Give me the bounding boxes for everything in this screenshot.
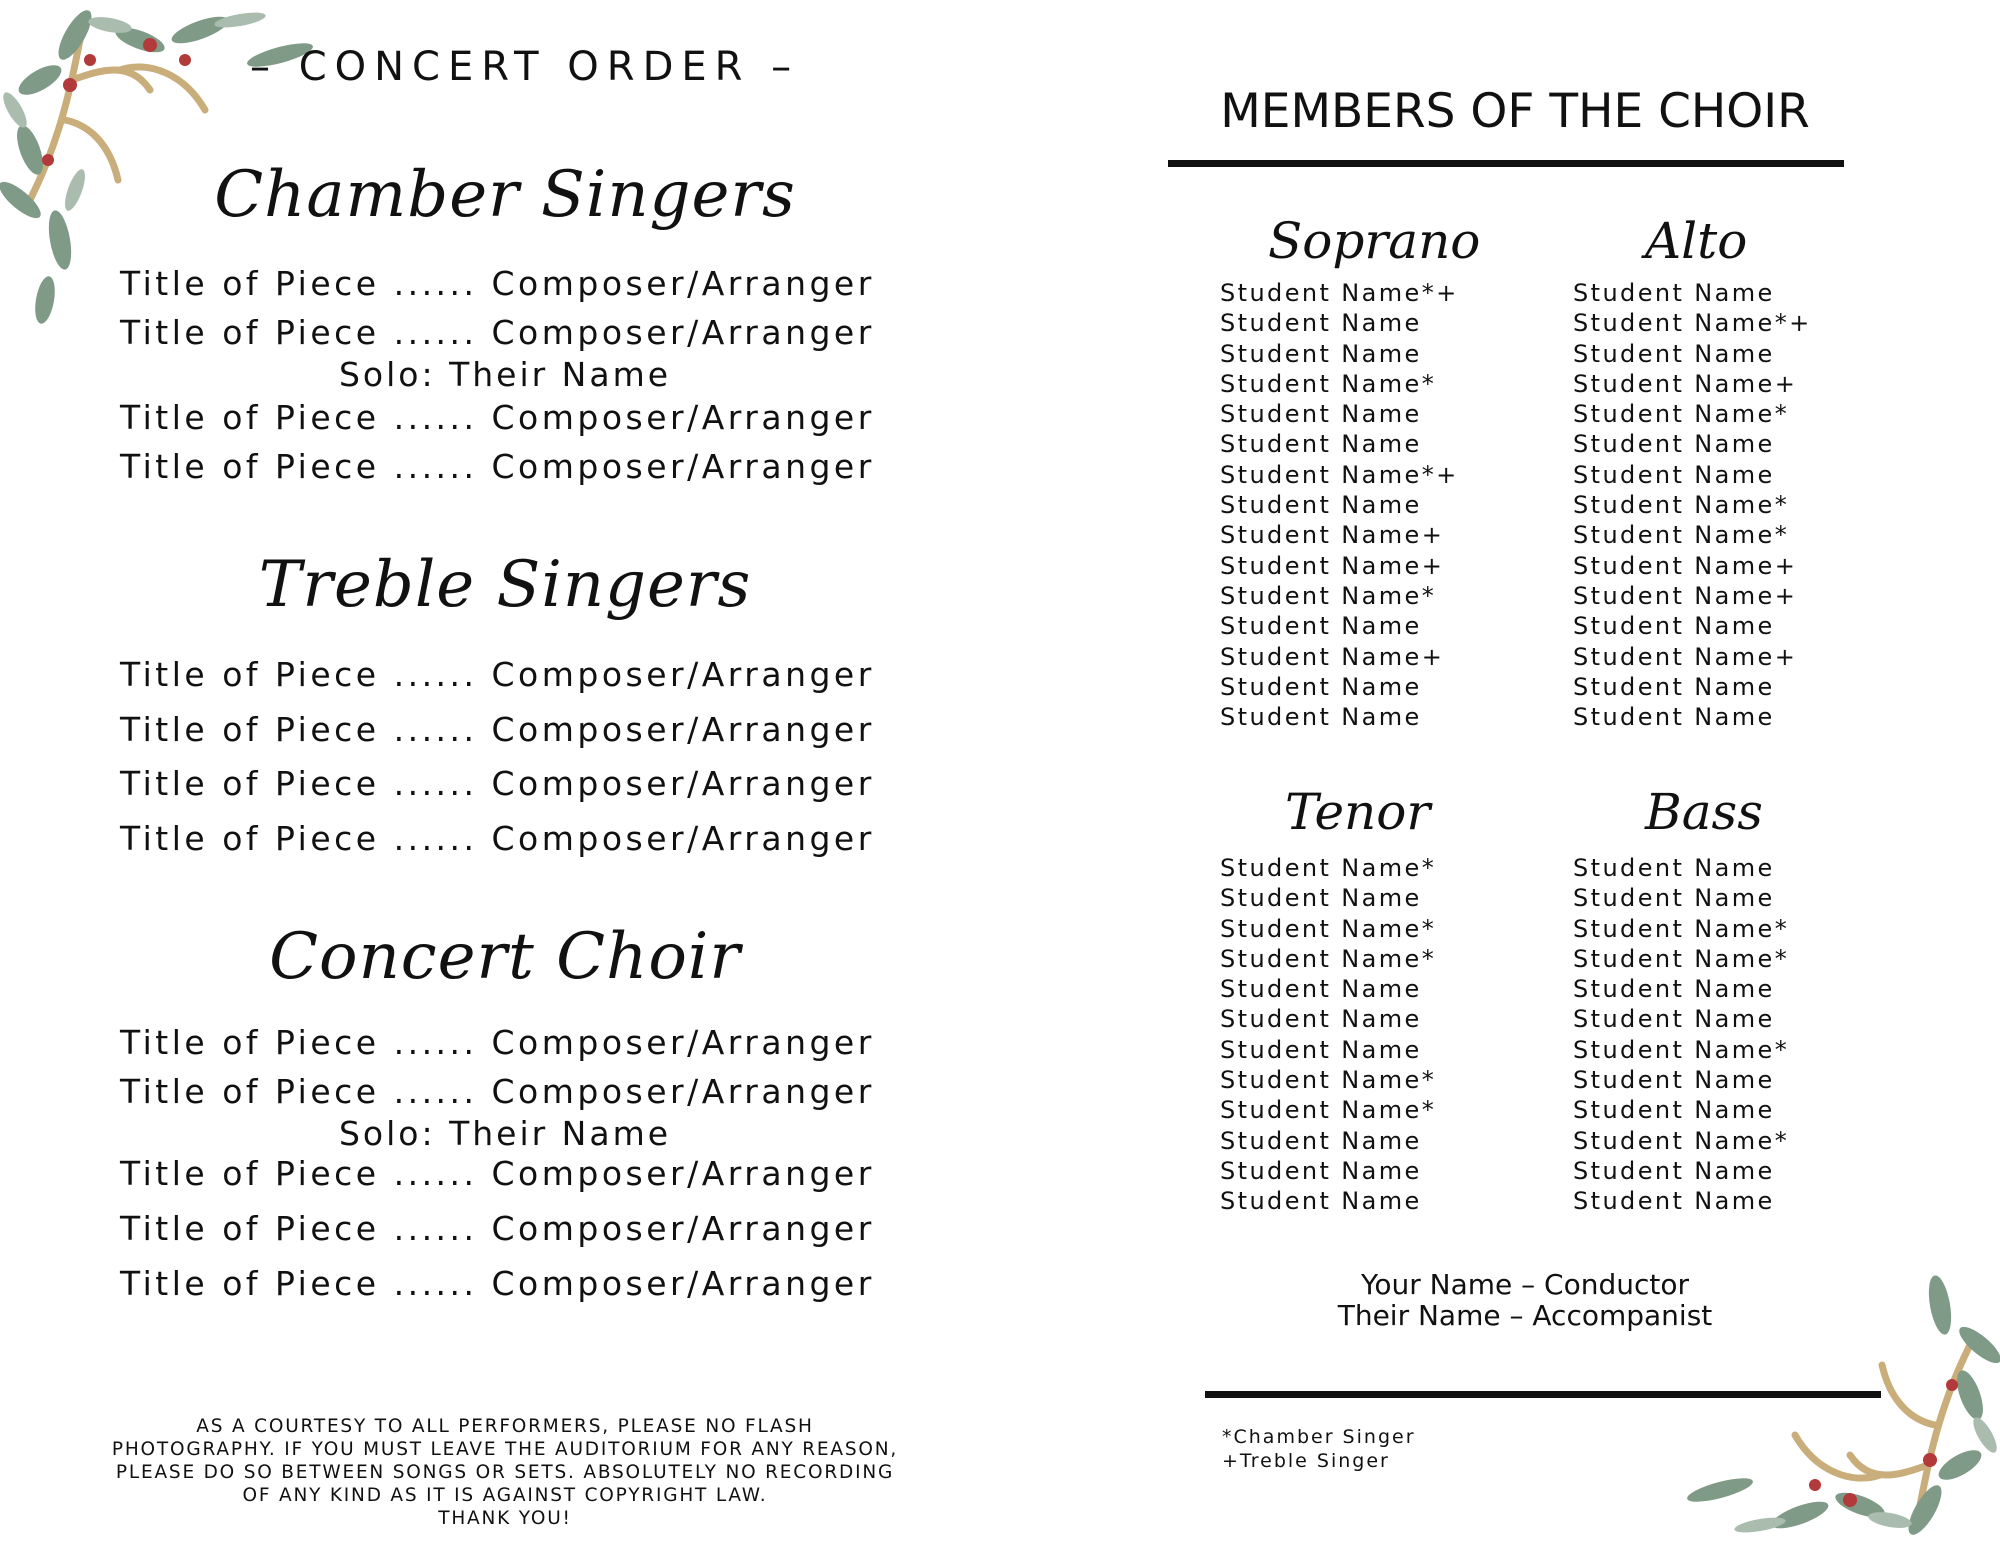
treble-singers-heading: Treble Singers — [258, 548, 752, 622]
list-item: Student Name — [1573, 339, 1775, 368]
piece-line: Title of Piece ...... Composer/Arranger — [120, 1072, 875, 1111]
list-item: Student Name — [1220, 703, 1422, 732]
piece-line: Title of Piece ...... Composer/Arranger — [120, 710, 875, 749]
list-item: Student Name — [1573, 884, 1775, 913]
list-item: Student Name — [1573, 1066, 1775, 1095]
holly-antler-decoration-bottom-right — [1670, 1205, 2000, 1545]
piece-line: Title of Piece ...... Composer/Arranger — [120, 313, 875, 352]
list-item: Student Name+ — [1220, 642, 1445, 671]
alto-list — [1573, 278, 1812, 732]
list-item: Student Name* — [1573, 944, 1790, 973]
legend-chamber-singer: *Chamber Singer — [1222, 1426, 1416, 1448]
list-item: Student Name — [1573, 854, 1775, 882]
piece-line: Title of Piece ...... Composer/Arranger — [120, 764, 875, 803]
list-item: Student Name — [1573, 460, 1775, 489]
list-item: Student Name* — [1220, 854, 1437, 882]
list-item: Student Name — [1220, 1005, 1422, 1034]
list-item: Student Name+ — [1573, 369, 1798, 398]
list-item: Student Name* — [1573, 1126, 1790, 1155]
list-item: Student Name* — [1573, 914, 1790, 943]
piece-line: Title of Piece ...... Composer/Arranger — [120, 447, 875, 486]
courtesy-line: PHOTOGRAPHY. IF YOU MUST LEAVE THE AUDITORIUM FOR ANY REASON, — [111, 1439, 899, 1460]
courtesy-line: PLEASE DO SO BETWEEN SONGS OR SETS. ABSOLUTELY NO RECORDING — [115, 1462, 895, 1483]
list-item: Student Name+ — [1573, 642, 1798, 671]
courtesy-notice — [90, 1415, 920, 1530]
list-item: Student Name+ — [1573, 581, 1798, 610]
list-item: Student Name — [1220, 975, 1422, 1004]
list-item: Student Name — [1573, 975, 1775, 1004]
list-item: Student Name — [1220, 339, 1422, 368]
list-item: Student Name+ — [1573, 551, 1798, 580]
list-item: Student Name — [1220, 1126, 1422, 1155]
list-item: Student Name+ — [1220, 521, 1445, 550]
concert-order-title: – CONCERT ORDER – — [250, 44, 800, 90]
list-item: Student Name — [1220, 430, 1422, 459]
piece-line: Title of Piece ...... Composer/Arranger — [120, 655, 875, 694]
list-item: Student Name* — [1573, 491, 1790, 520]
list-item: Student Name* — [1573, 400, 1790, 429]
list-item: Student Name — [1573, 1156, 1775, 1185]
list-item: Student Name — [1573, 703, 1775, 732]
list-item: Student Name — [1220, 1035, 1422, 1064]
courtesy-line: THANK YOU! — [438, 1508, 572, 1529]
list-item: Student Name — [1220, 1187, 1422, 1216]
piece-line: Title of Piece ...... Composer/Arranger — [120, 1264, 875, 1303]
list-item: Student Name* — [1220, 581, 1437, 610]
soprano-list — [1220, 278, 1459, 732]
conductor-credit: Your Name – Conductor — [1360, 1268, 1690, 1301]
solo-line: Solo: Their Name — [338, 355, 672, 394]
tenor-heading: Tenor — [1285, 783, 1431, 841]
list-item: Student Name* — [1220, 944, 1437, 973]
alto-heading: Alto — [1645, 212, 1748, 270]
list-item: Student Name* — [1220, 914, 1437, 943]
list-item: Student Name* — [1220, 1096, 1437, 1125]
tenor-list — [1220, 853, 1436, 1217]
list-item: Student Name — [1573, 1005, 1775, 1034]
piece-line: Title of Piece ...... Composer/Arranger — [120, 398, 875, 437]
concert-choir-heading: Concert Choir — [269, 920, 741, 994]
list-item: Student Name — [1220, 400, 1422, 429]
piece-line: Title of Piece ...... Composer/Arranger — [120, 1154, 875, 1193]
piece-line: Title of Piece ...... Composer/Arranger — [120, 1209, 875, 1248]
list-item: Student Name — [1573, 430, 1775, 459]
legend-treble-singer: +Treble Singer — [1222, 1450, 1390, 1472]
list-item: Student Name — [1220, 309, 1422, 338]
members-title: MEMBERS OF THE CHOIR — [1220, 84, 1810, 139]
list-item: Student Name+ — [1220, 551, 1445, 580]
chamber-singers-heading: Chamber Singers — [214, 158, 796, 232]
courtesy-line: OF ANY KIND AS IT IS AGAINST COPYRIGHT LAW. — [242, 1485, 768, 1506]
list-item: Student Name* — [1573, 1035, 1790, 1064]
accompanist-credit: Their Name – Accompanist — [1337, 1299, 1713, 1332]
list-item: Student Name* — [1220, 369, 1437, 398]
list-item: Student Name — [1573, 612, 1775, 641]
list-item: Student Name — [1573, 1096, 1775, 1125]
list-item: Student Name* — [1573, 521, 1790, 550]
piece-line: Title of Piece ...... Composer/Arranger — [120, 264, 875, 303]
list-item: Student Name — [1573, 279, 1775, 307]
bass-heading: Bass — [1645, 783, 1763, 841]
courtesy-line: AS A COURTESY TO ALL PERFORMERS, PLEASE NO FLASH — [196, 1416, 814, 1437]
list-item: Student Name* — [1220, 1066, 1437, 1095]
list-item: Student Name — [1573, 1187, 1775, 1216]
list-item: Student Name — [1220, 672, 1422, 701]
list-item: Student Name*+ — [1220, 279, 1459, 307]
list-item: Student Name*+ — [1573, 309, 1812, 338]
list-item: Student Name — [1573, 672, 1775, 701]
soprano-heading: Soprano — [1268, 212, 1481, 270]
list-item: Student Name — [1220, 491, 1422, 520]
piece-line: Title of Piece ...... Composer/Arranger — [120, 819, 875, 858]
list-item: Student Name — [1220, 1156, 1422, 1185]
bass-list — [1573, 853, 1789, 1217]
list-item: Student Name — [1220, 612, 1422, 641]
solo-line: Solo: Their Name — [338, 1114, 672, 1153]
piece-line: Title of Piece ...... Composer/Arranger — [120, 1023, 875, 1062]
list-item: Student Name — [1220, 884, 1422, 913]
list-item: Student Name*+ — [1220, 460, 1459, 489]
top-divider — [1168, 160, 1844, 167]
